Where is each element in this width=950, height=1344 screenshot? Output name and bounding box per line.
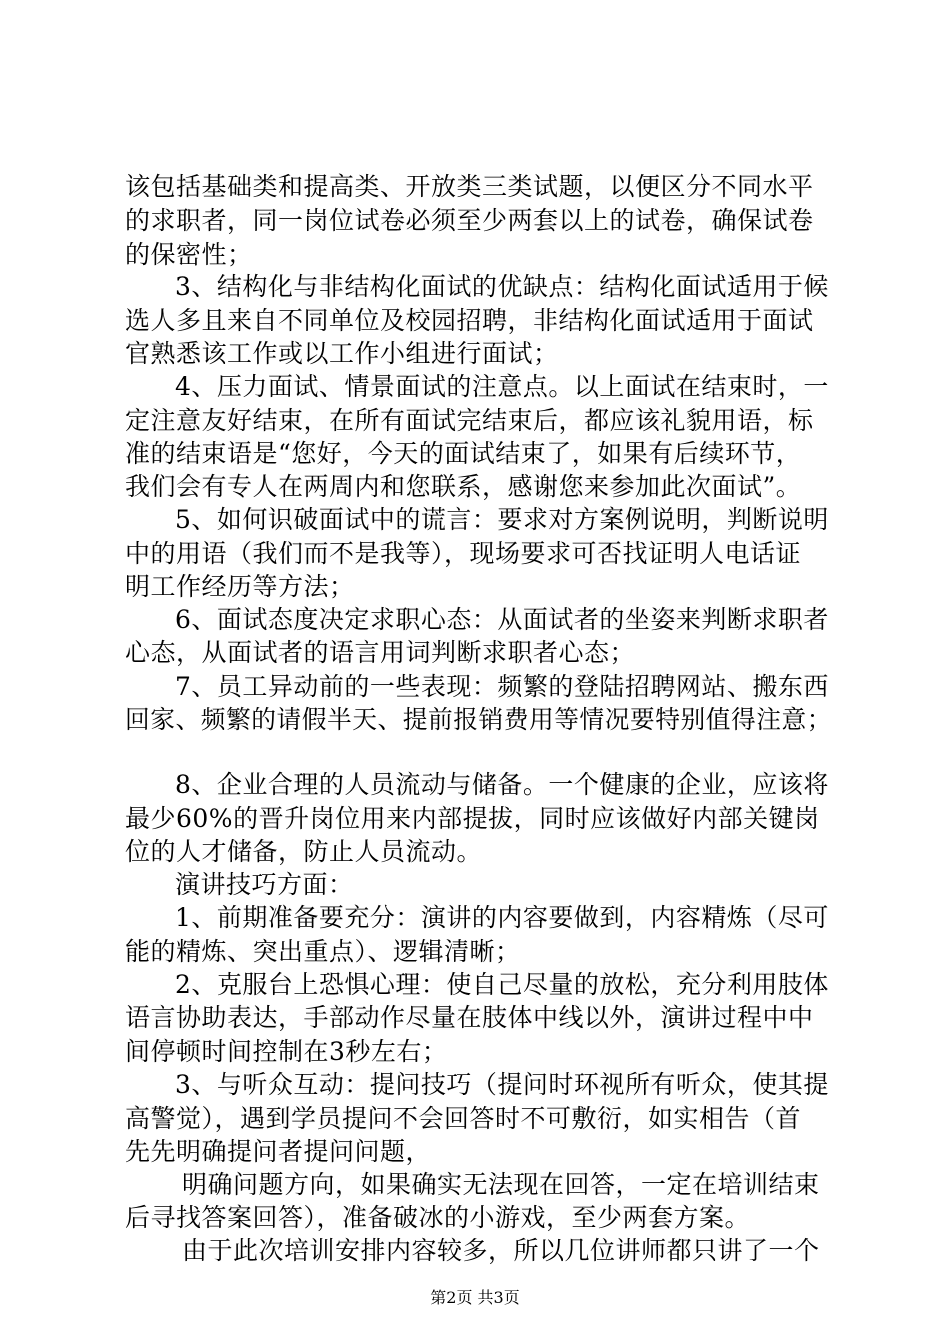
text-line: 3、结构化与非结构化面试的优缺点：结构化面试适用于候 bbox=[175, 272, 829, 301]
text-line: 7、员工异动前的一些表现：频繁的登陆招聘网站、搬东西 bbox=[175, 672, 829, 701]
text-line: 能的精炼、突出重点）、逻辑清晰； bbox=[125, 937, 521, 966]
text-line: 明确问题方向，如果确实无法现在回答，一定在培训结束 bbox=[182, 1170, 820, 1199]
text-line: 8、企业合理的人员流动与储备。一个健康的企业，应该将 bbox=[175, 770, 829, 799]
text-line: 位的人才储备，防止人员流动。 bbox=[125, 837, 483, 866]
text-line: 中的用语（我们而不是我等），现场要求可否找证明人电话证 bbox=[125, 539, 802, 568]
text-line: 心态，从面试者的语言用词判断求职者心态； bbox=[125, 638, 636, 667]
text-line: 的求职者，同一岗位试卷必须至少两套以上的试卷，确保试卷 bbox=[125, 206, 814, 235]
text-line: 的保密性； bbox=[125, 240, 253, 269]
text-line: 后寻找答案回答），准备破冰的小游戏，至少两套方案。 bbox=[125, 1203, 751, 1232]
text-line: 语言协助表达，手部动作尽量在肢体中线以外，演讲过程中中 bbox=[125, 1003, 814, 1032]
text-line: 最少60%的晋升岗位用来内部提拔，同时应该做好内部关键岗 bbox=[125, 804, 820, 833]
text-line: 官熟悉该工作或以工作小组进行面试； bbox=[125, 339, 559, 368]
page-number-footer: 第2页 共3页 bbox=[430, 1288, 520, 1307]
text-line: 演讲技巧方面： bbox=[175, 870, 354, 899]
text-line: 选人多且来自不同单位及校园招聘，非结构化面试适用于面试 bbox=[125, 306, 814, 335]
text-line: 4、压力面试、情景面试的注意点。以上面试在结束时，一 bbox=[175, 372, 829, 401]
text-line: 1、前期准备要充分：演讲的内容要做到，内容精炼（尽可 bbox=[175, 903, 829, 932]
text-line: 间停顿时间控制在3秒左右； bbox=[125, 1037, 448, 1066]
text-line: 该包括基础类和提高类、开放类三类试题，以便区分不同水平 bbox=[125, 172, 814, 201]
text-line: 高警觉），遇到学员提问不会回答时不可敷衍，如实相告（首 bbox=[125, 1104, 802, 1133]
text-line: 明工作经历等方法； bbox=[125, 572, 355, 601]
text-line: 先先明确提问者提问问题， bbox=[125, 1137, 432, 1166]
text-line: 由于此次培训安排内容较多，所以几位讲师都只讲了一个 bbox=[182, 1236, 820, 1265]
text-line: 定注意友好结束，在所有面试完结束后，都应该礼貌用语，标 bbox=[125, 406, 814, 435]
text-line: 6、面试态度决定求职心态：从面试者的坐姿来判断求职者 bbox=[175, 605, 829, 634]
text-line: 3、与听众互动：提问技巧（提问时环视所有听众，使其提 bbox=[175, 1070, 829, 1099]
text-line: 准的结束语是“您好，今天的面试结束了，如果有后续环节， bbox=[125, 439, 802, 468]
text-line: 5、如何识破面试中的谎言：要求对方案例说明，判断说明 bbox=[175, 505, 829, 534]
text-line: 我们会有专人在两周内和您联系，感谢您来参加此次面试”。 bbox=[125, 472, 802, 501]
text-line: 回家、频繁的请假半天、提前报销费用等情况要特别值得注意； bbox=[125, 705, 833, 734]
text-line: 2、克服台上恐惧心理：使自己尽量的放松，充分利用肢体 bbox=[175, 970, 829, 999]
